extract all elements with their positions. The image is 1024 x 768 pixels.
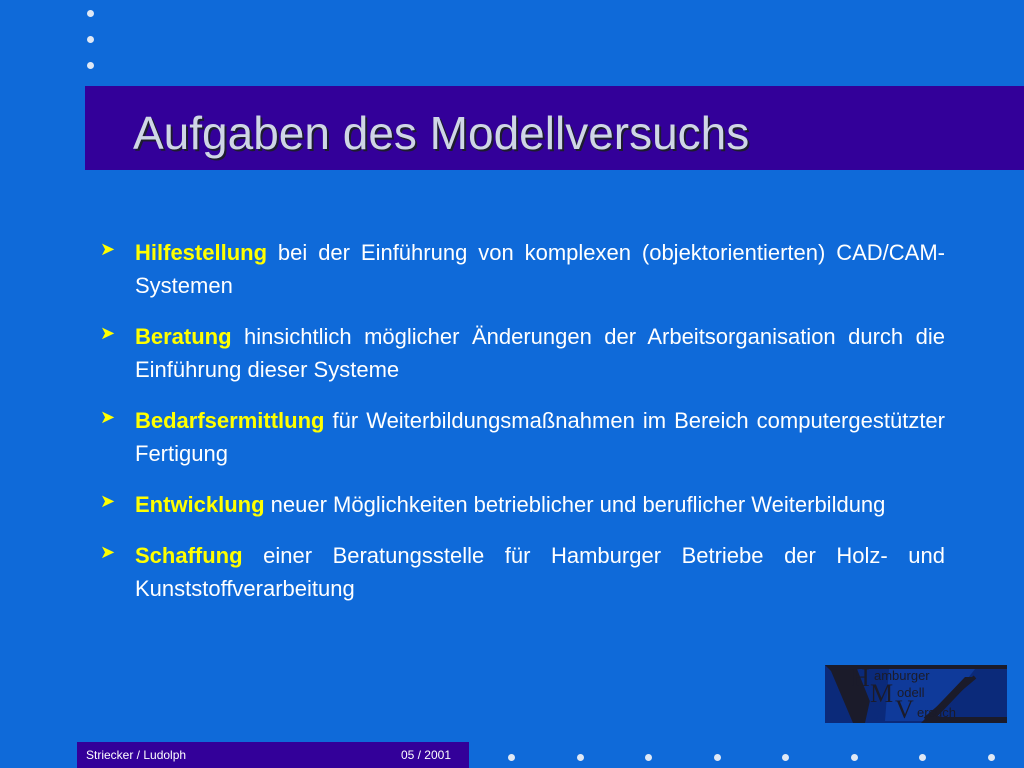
bullet-text xyxy=(135,488,945,521)
decorative-dots-top xyxy=(87,10,101,88)
bullet-body: hinsichtlich möglicher Änderungen der Arbeitsorganisation durch die Einführung dieser Systeme xyxy=(135,324,945,382)
bullet-keyword: Hilfestellung xyxy=(135,240,268,265)
logo-word-3: ersuch xyxy=(917,705,957,720)
bullet-body: für Weiterbildungsmaßnahmen im Bereich computergestützter Fertigung xyxy=(135,408,945,466)
bullet-keyword: Schaffung xyxy=(135,543,243,568)
dot-icon xyxy=(87,36,94,43)
logo-letter-m: M xyxy=(870,679,894,708)
dot-icon xyxy=(87,62,94,69)
footer-author: Striecker / Ludolph xyxy=(86,748,187,762)
logo-letter-v: V xyxy=(895,695,914,723)
bullet-text xyxy=(135,236,945,302)
bullet-keyword: Entwicklung xyxy=(135,492,265,517)
dot-icon xyxy=(87,10,94,17)
arrow-bullet-icon: ➤ xyxy=(100,542,116,562)
decorative-dots-bottom xyxy=(508,754,1008,762)
slide-title: Aufgaben des Modellversuchs xyxy=(133,107,750,159)
dot-icon xyxy=(919,754,926,761)
bullet-item xyxy=(100,236,945,302)
bullet-body: bei der Einführung von komplexen (objektorientierten) CAD/CAM-Systemen xyxy=(135,240,945,298)
bullet-body: neuer Möglichkeiten betrieblicher und beruflicher Weiterbildung xyxy=(264,492,886,517)
dot-icon xyxy=(714,754,721,761)
bullet-item xyxy=(100,488,945,521)
logo-letter-h: H xyxy=(851,665,870,692)
bullet-text xyxy=(135,539,945,605)
bullet-keyword: Bedarfsermittlung xyxy=(135,408,325,433)
footer-date: 05 / 2001 xyxy=(400,748,451,762)
dot-icon xyxy=(577,754,584,761)
bullet-text xyxy=(135,320,945,386)
bullet-item xyxy=(100,539,945,605)
dot-icon xyxy=(508,754,515,761)
dot-icon xyxy=(988,754,995,761)
arrow-bullet-icon: ➤ xyxy=(100,407,116,427)
logo-word-2: odell xyxy=(897,685,925,700)
logo-word-1: amburger xyxy=(874,668,930,683)
hmv-logo xyxy=(825,665,1007,723)
footer-bar xyxy=(77,742,469,768)
bullet-list xyxy=(100,236,945,623)
arrow-bullet-icon: ➤ xyxy=(100,239,116,259)
bullet-item xyxy=(100,320,945,386)
dot-icon xyxy=(645,754,652,761)
dot-icon xyxy=(782,754,789,761)
bullet-text xyxy=(135,404,945,470)
title-bar xyxy=(85,86,1024,170)
bullet-body: einer Beratungsstelle für Hamburger Betriebe der Holz- und Kunststoffverarbeitung xyxy=(135,543,945,601)
arrow-bullet-icon: ➤ xyxy=(100,491,116,511)
bullet-item xyxy=(100,404,945,470)
bullet-keyword: Beratung xyxy=(135,324,232,349)
dot-icon xyxy=(851,754,858,761)
arrow-bullet-icon: ➤ xyxy=(100,323,116,343)
